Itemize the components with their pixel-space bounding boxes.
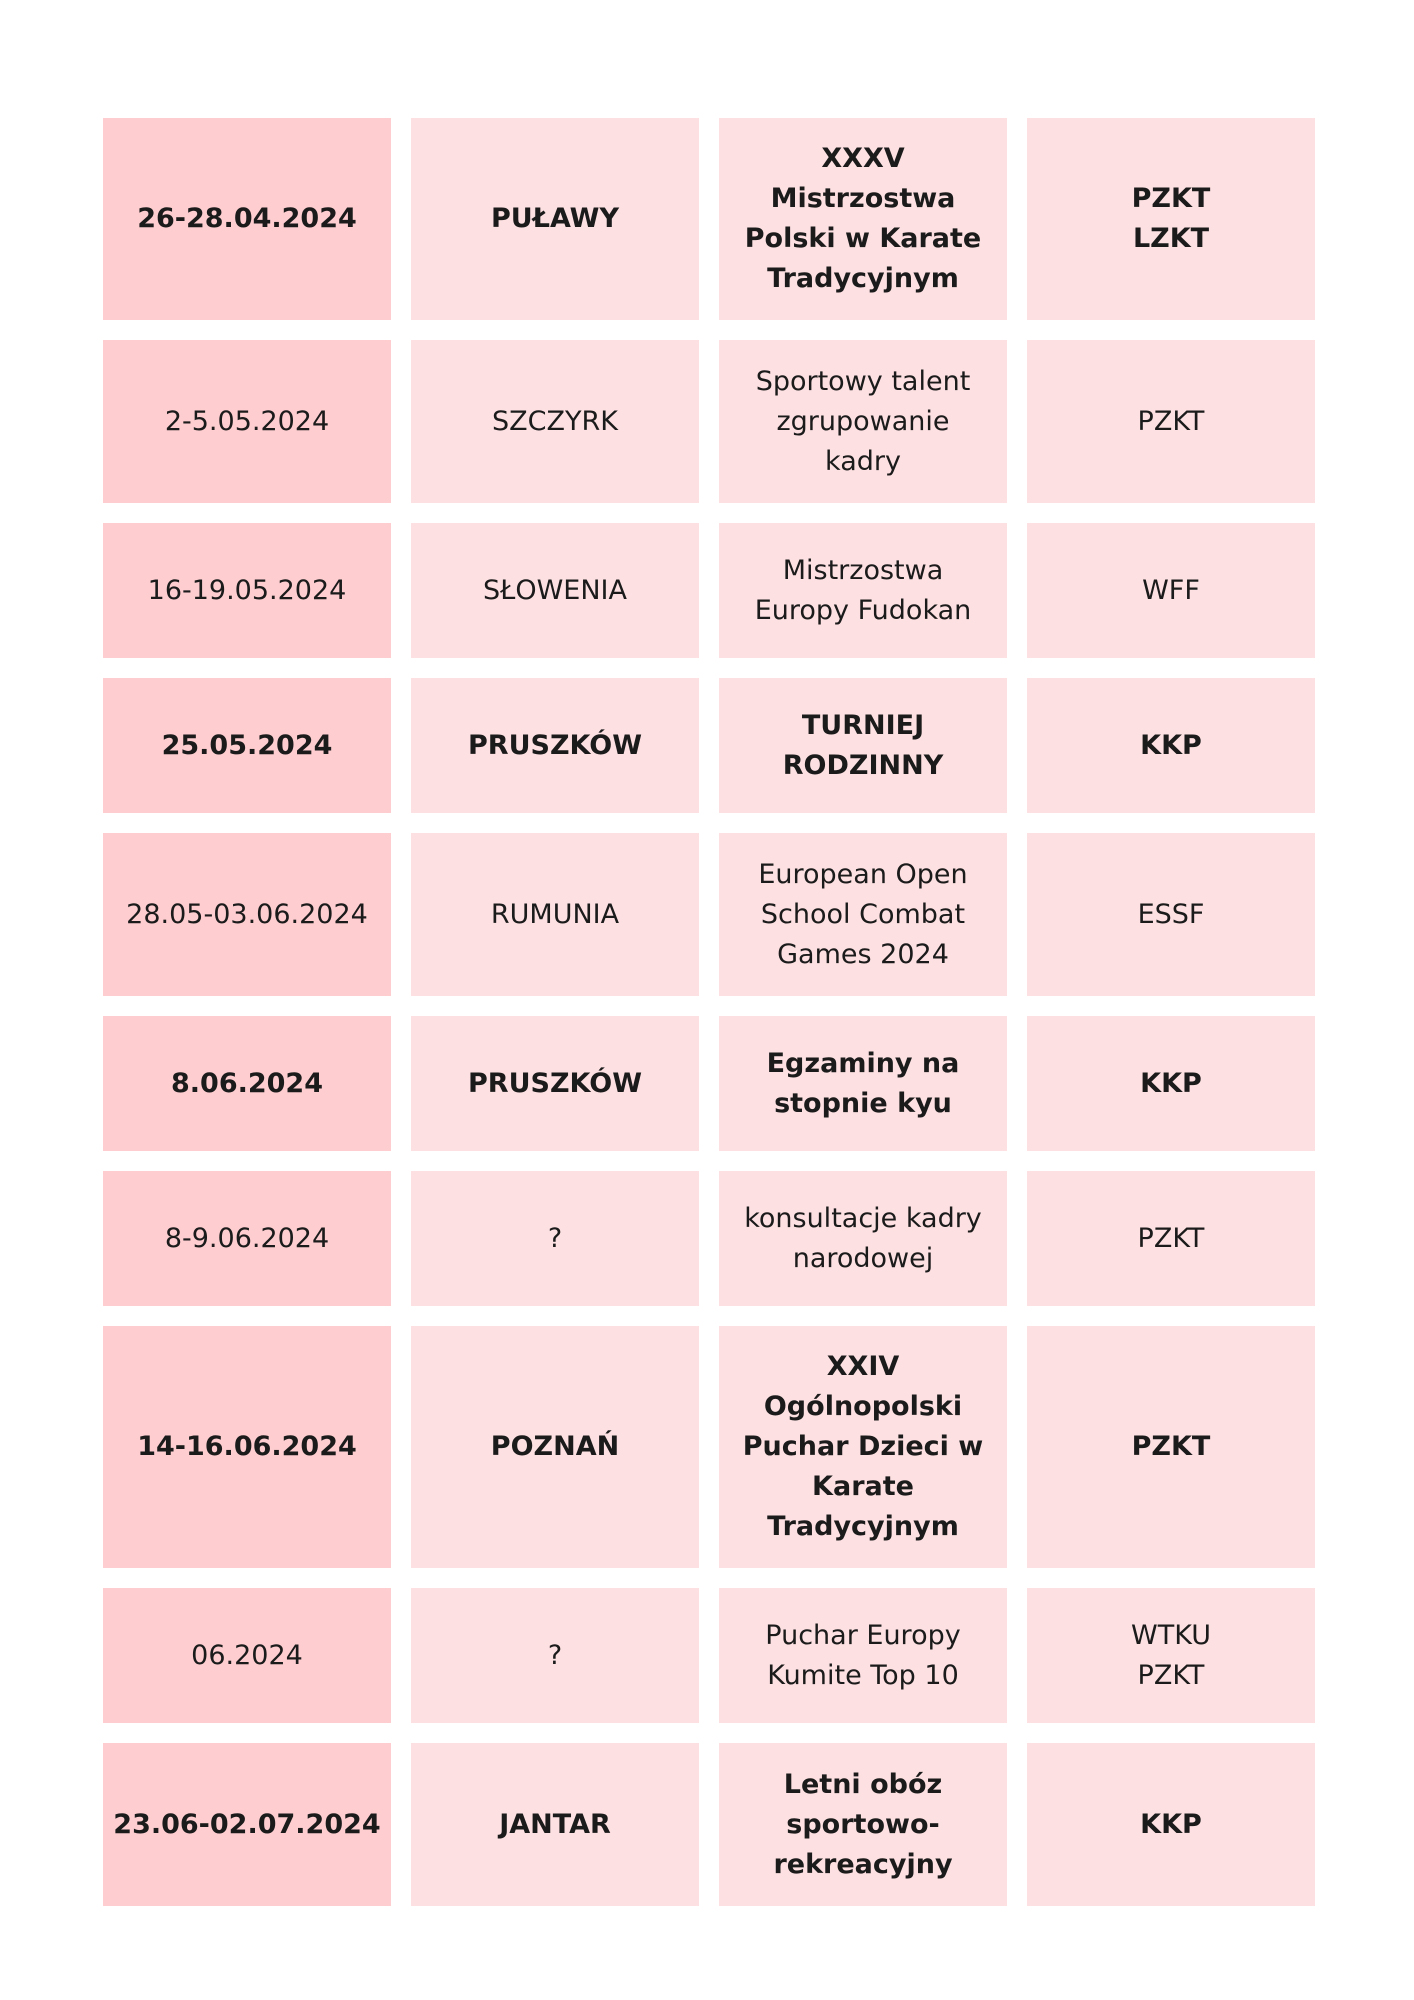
event-schedule-table (103, 118, 1315, 1906)
date-cell: 8-9.06.2024 (103, 1171, 391, 1306)
date-cell: 8.06.2024 (103, 1016, 391, 1151)
organizer-cell: WTKU PZKT (1027, 1588, 1315, 1723)
table-row (103, 1743, 1315, 1906)
table-row (103, 1016, 1315, 1151)
date-cell: 23.06-02.07.2024 (103, 1743, 391, 1906)
place-cell: SZCZYRK (411, 340, 699, 503)
organizer-cell: KKP (1027, 1743, 1315, 1906)
place-cell: PUŁAWY (411, 118, 699, 320)
table-row (103, 523, 1315, 658)
date-cell: 14-16.06.2024 (103, 1326, 391, 1568)
place-cell: ? (411, 1588, 699, 1723)
place-cell: SŁOWENIA (411, 523, 699, 658)
place-cell: RUMUNIA (411, 833, 699, 996)
event-cell: XXXV Mistrzostwa Polski w Karate Tradycyjnym (719, 118, 1007, 320)
place-cell: ? (411, 1171, 699, 1306)
place-cell: PRUSZKÓW (411, 1016, 699, 1151)
organizer-cell: PZKT LZKT (1027, 118, 1315, 320)
table-row (103, 118, 1315, 320)
table-row (103, 678, 1315, 813)
date-cell: 28.05-03.06.2024 (103, 833, 391, 996)
event-cell: Puchar Europy Kumite Top 10 (719, 1588, 1007, 1723)
event-cell: TURNIEJ RODZINNY (719, 678, 1007, 813)
event-cell: XXIV Ogólnopolski Puchar Dzieci w Karate Tradycyjnym (719, 1326, 1007, 1568)
table-row (103, 833, 1315, 996)
event-cell: Sportowy talent zgrupowanie kadry (719, 340, 1007, 503)
event-cell: Letni obóz sportowo- rekreacyjny (719, 1743, 1007, 1906)
place-cell: POZNAŃ (411, 1326, 699, 1568)
organizer-cell: KKP (1027, 678, 1315, 813)
organizer-cell: PZKT (1027, 1171, 1315, 1306)
organizer-cell: PZKT (1027, 1326, 1315, 1568)
date-cell: 26-28.04.2024 (103, 118, 391, 320)
event-cell: Egzaminy na stopnie kyu (719, 1016, 1007, 1151)
organizer-cell: ESSF (1027, 833, 1315, 996)
organizer-cell: KKP (1027, 1016, 1315, 1151)
date-cell: 25.05.2024 (103, 678, 391, 813)
event-cell: Mistrzostwa Europy Fudokan (719, 523, 1007, 658)
date-cell: 16-19.05.2024 (103, 523, 391, 658)
organizer-cell: PZKT (1027, 340, 1315, 503)
place-cell: JANTAR (411, 1743, 699, 1906)
event-cell: konsultacje kadry narodowej (719, 1171, 1007, 1306)
table-row (103, 1588, 1315, 1723)
date-cell: 2-5.05.2024 (103, 340, 391, 503)
date-cell: 06.2024 (103, 1588, 391, 1723)
table-row (103, 340, 1315, 503)
organizer-cell: WFF (1027, 523, 1315, 658)
event-cell: European Open School Combat Games 2024 (719, 833, 1007, 996)
place-cell: PRUSZKÓW (411, 678, 699, 813)
table-row (103, 1326, 1315, 1568)
table-row (103, 1171, 1315, 1306)
